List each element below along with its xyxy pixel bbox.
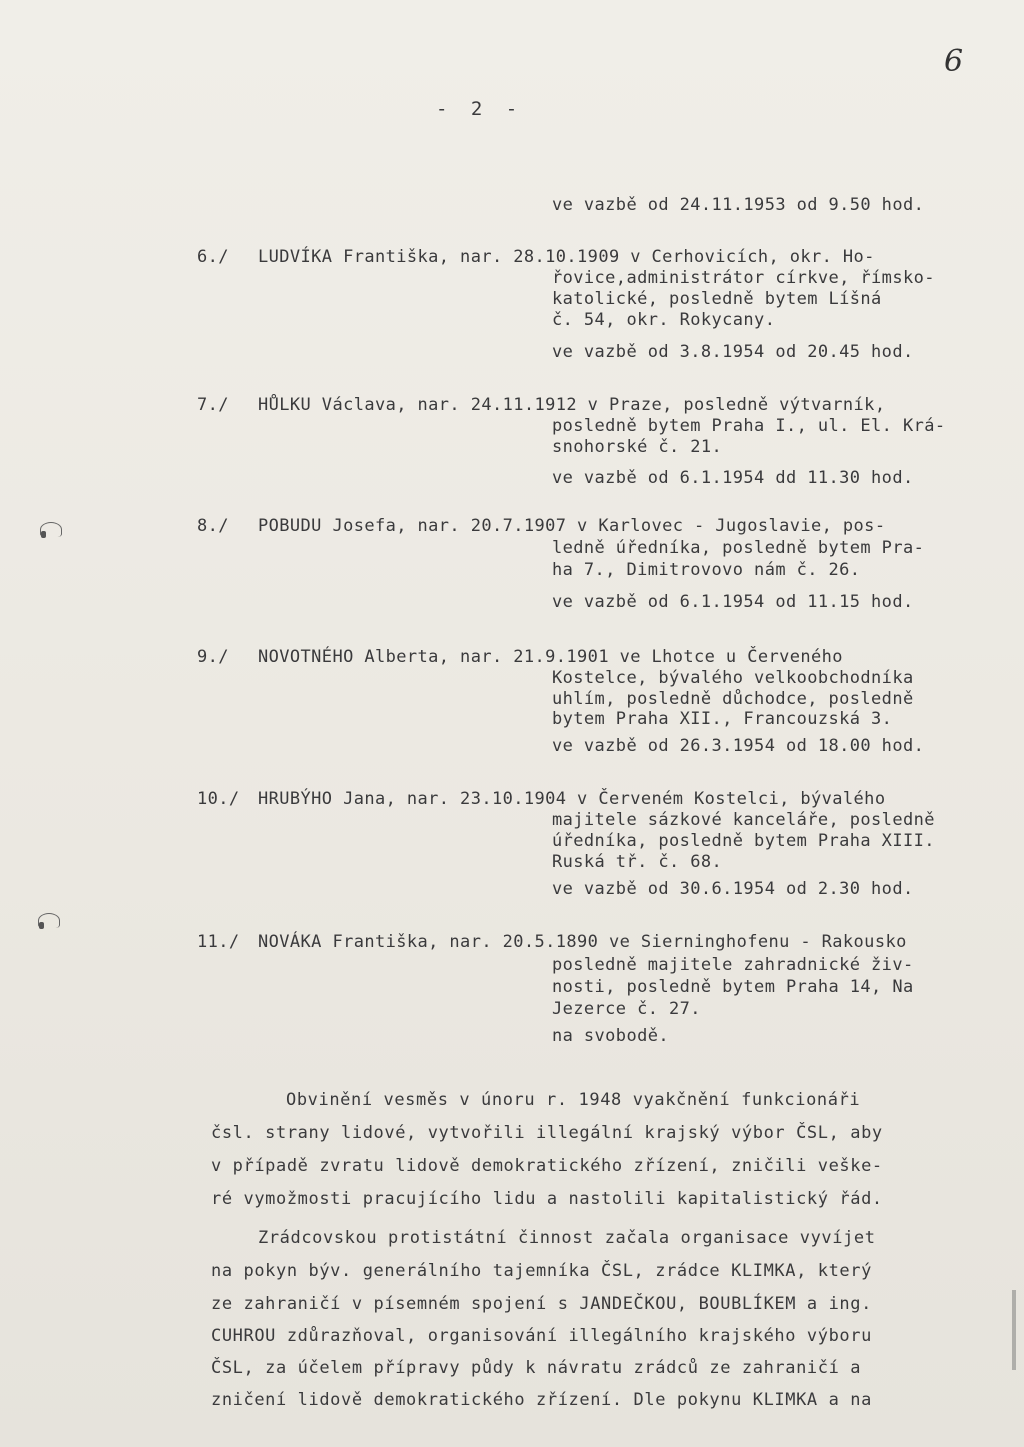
entry-line: Kostelce, bývalého velkoobchodníka [552, 668, 914, 688]
entry-line: č. 54, okr. Rokycany. [552, 310, 776, 330]
entry-custody: ve vazbě od 6.1.1954 dd 11.30 hod. [552, 468, 914, 488]
entry-line: NOVÁKA Františka, nar. 20.5.1890 ve Sierninghofenu - Rakousko [258, 932, 907, 952]
handwritten-page-mark: 6 [944, 44, 964, 79]
paragraph-line: v případě zvratu lidově demokratického zřízení, zničili veške- [211, 1156, 883, 1176]
paper-edge-shadow [1012, 1290, 1016, 1370]
entry-line: HRUBÝHO Jana, nar. 23.10.1904 v Červeném Kostelci, bývalého [258, 789, 886, 809]
paragraph-line: zničení lidově demokratického zřízení. Dle pokynu KLIMKA a na [211, 1390, 872, 1410]
entry-number: 9./ [197, 647, 229, 667]
paragraph-line: na pokyn býv. generálního tajemníka ČSL, zrádce KLIMKA, který [211, 1261, 872, 1281]
entry-number: 11./ [197, 932, 240, 952]
page-number: - 2 - [436, 98, 524, 120]
entry-number: 8./ [197, 516, 229, 536]
entry-number: 10./ [197, 789, 240, 809]
custody-line-entry-5: ve vazbě od 24.11.1953 od 9.50 hod. [552, 195, 925, 215]
entry-custody: ve vazbě od 6.1.1954 od 11.15 hod. [552, 592, 914, 612]
paragraph-line: Obvinění vesměs v únoru r. 1948 vyakčnění funkcionáři [286, 1090, 861, 1110]
entry-number: 7./ [197, 395, 229, 415]
margin-punch-mark-icon [40, 522, 62, 537]
paragraph-line: CUHROU zdůrazňoval, organisování illegálního krajského výboru [211, 1326, 872, 1346]
entry-line: Jezerce č. 27. [552, 999, 701, 1019]
entry-line: ha 7., Dimitrovovo nám č. 26. [552, 560, 861, 580]
paragraph-line: Zrádcovskou protistátní činnost začala organisace vyvíjet [258, 1228, 876, 1248]
entry-line: POBUDU Josefa, nar. 20.7.1907 v Karlovec - Jugoslavie, pos- [258, 516, 886, 536]
entry-number: 6./ [197, 247, 229, 267]
entry-line: HŮLKU Václava, nar. 24.11.1912 v Praze, posledně výtvarník, [258, 395, 886, 415]
entry-line: uhlím, posledně důchodce, posledně [552, 689, 914, 709]
entry-line: NOVOTNÉHO Alberta, nar. 21.9.1901 ve Lhotce u Červeného [258, 647, 843, 667]
margin-punch-mark-icon [38, 913, 60, 928]
entry-line: Ruská tř. č. 68. [552, 852, 723, 872]
paragraph-line: čsl. strany lidové, vytvořili illegální krajský výbor ČSL, aby [211, 1123, 883, 1143]
entry-line: úředníka, posledně bytem Praha XIII. [552, 831, 935, 851]
entry-line: ledně úředníka, posledně bytem Pra- [552, 538, 925, 558]
entry-line: řovice,administrátor církve, římsko- [552, 268, 935, 288]
entry-custody: ve vazbě od 26.3.1954 od 18.00 hod. [552, 736, 925, 756]
paragraph-line: ČSL, za účelem přípravy půdy k návratu zrádců ze zahraničí a [211, 1358, 862, 1378]
entry-line: majitele sázkové kanceláře, posledně [552, 810, 935, 830]
entry-line: posledně bytem Praha I., ul. El. Krá- [552, 416, 946, 436]
entry-line: snohorské č. 21. [552, 437, 723, 457]
entry-line: LUDVÍKA Františka, nar. 28.10.1909 v Cerhovicích, okr. Ho- [258, 247, 875, 267]
entry-custody: ve vazbě od 3.8.1954 od 20.45 hod. [552, 342, 914, 362]
entry-custody: ve vazbě od 30.6.1954 od 2.30 hod. [552, 879, 914, 899]
paragraph-line: ré vymožmosti pracujícího lidu a nastolili kapitalistický řád. [211, 1189, 883, 1209]
entry-line: katolické, posledně bytem Líšná [552, 289, 882, 309]
paragraph-line: ze zahraničí v písemném spojení s JANDEČKOU, BOUBLÍKEM a ing. [211, 1294, 872, 1314]
entry-line: posledně majitele zahradnické živ- [552, 955, 914, 975]
entry-line: nosti, posledně bytem Praha 14, Na [552, 977, 914, 997]
entry-custody: na svobodě. [552, 1026, 669, 1046]
entry-line: bytem Praha XII., Francouzská 3. [552, 709, 893, 729]
